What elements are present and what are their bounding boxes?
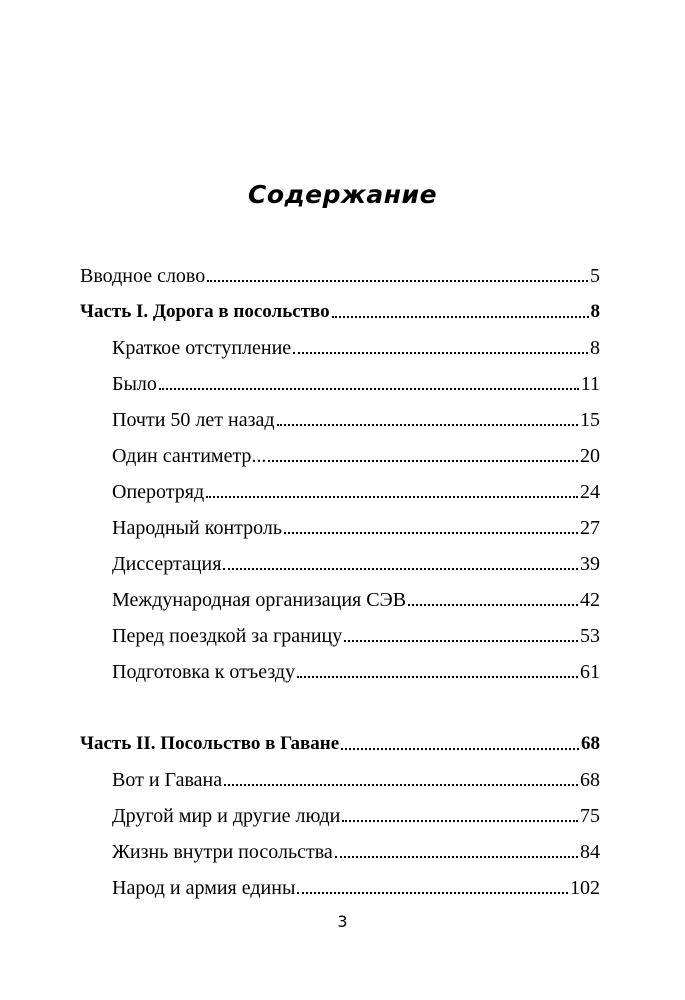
toc-entry-page: 20 <box>580 445 600 467</box>
toc-entry-page: 68 <box>580 769 600 791</box>
toc-entry-label: Другой мир и другие люди <box>112 805 341 827</box>
table-of-contents <box>80 258 600 906</box>
toc-entry-label: Один сантиметр... <box>112 445 267 467</box>
page-title: Содержание <box>247 180 438 209</box>
dot-leader <box>268 460 578 462</box>
toc-entry-page: 11 <box>580 373 600 395</box>
toc-entry <box>80 258 600 294</box>
toc-entry <box>80 654 600 690</box>
toc-entry-page: 42 <box>580 589 600 611</box>
page-number: 3 <box>337 912 348 931</box>
toc-entry-label: Народный контроль <box>112 517 282 539</box>
toc-entry-label: Народ и армия едины <box>112 877 296 899</box>
toc-entry-page: 27 <box>580 517 600 539</box>
toc-entry <box>80 402 600 438</box>
toc-entry-label: Международная организация СЭВ <box>112 589 407 611</box>
dot-leader <box>223 568 578 570</box>
toc-entry-label: Краткое отступление <box>112 337 292 359</box>
toc-entry-page: 53 <box>580 625 600 647</box>
dot-leader <box>293 352 588 354</box>
toc-entry-label: Перед поездкой за границу <box>112 625 343 647</box>
toc-entry-page: 5 <box>590 265 600 287</box>
toc-entry <box>80 366 600 402</box>
toc-entry-label: Часть II. Посольство в Гаване <box>80 733 340 754</box>
toc-entry <box>80 618 600 654</box>
toc-entry-page: 61 <box>580 661 600 683</box>
toc-entry-label: Подготовка к отъезду <box>112 661 296 683</box>
toc-entry <box>80 870 600 906</box>
dot-leader <box>341 748 579 750</box>
toc-entry <box>80 582 600 618</box>
toc-entry-label: Жизнь внутри посольства <box>112 841 333 863</box>
toc-entry-page: 68 <box>581 733 600 754</box>
toc-entry-page: 39 <box>580 553 600 575</box>
dot-leader <box>332 316 589 318</box>
toc-part-heading <box>80 294 600 330</box>
toc-entry <box>80 438 600 474</box>
toc-entry-label: Вводное слово <box>80 265 206 287</box>
toc-entry-label: Было <box>112 373 157 395</box>
toc-entry-page: 8 <box>590 301 600 322</box>
dot-leader <box>408 604 578 606</box>
toc-entry-label: Почти 50 лет назад <box>112 409 275 431</box>
toc-entry-label: Оперотряд <box>112 481 205 503</box>
dot-leader <box>277 424 578 426</box>
dot-leader <box>224 784 578 786</box>
toc-entry-page: 8 <box>590 337 600 359</box>
dot-leader <box>335 856 578 858</box>
dot-leader <box>297 892 568 894</box>
dot-leader <box>159 388 579 390</box>
toc-entry-page: 84 <box>580 841 600 863</box>
dot-leader <box>206 496 578 498</box>
toc-entry <box>80 798 600 834</box>
toc-entry <box>80 510 600 546</box>
toc-entry <box>80 330 600 366</box>
toc-entry <box>80 474 600 510</box>
toc-entry-page: 75 <box>580 805 600 827</box>
dot-leader <box>207 280 588 282</box>
toc-entry <box>80 834 600 870</box>
toc-entry-label: Часть I. Дорога в посольство <box>80 301 330 322</box>
dot-leader <box>342 820 578 822</box>
toc-entry-label: Диссертация <box>112 553 222 575</box>
toc-entry <box>80 762 600 798</box>
toc-entry-page: 102 <box>570 877 600 899</box>
dot-leader <box>344 640 578 642</box>
toc-entry <box>80 546 600 582</box>
toc-entry-page: 15 <box>580 409 600 431</box>
dot-leader <box>284 532 578 534</box>
toc-entry-label: Вот и Гавана <box>112 769 223 791</box>
toc-part-heading <box>80 726 600 762</box>
toc-entry-page: 24 <box>580 481 600 503</box>
dot-leader <box>297 676 578 678</box>
